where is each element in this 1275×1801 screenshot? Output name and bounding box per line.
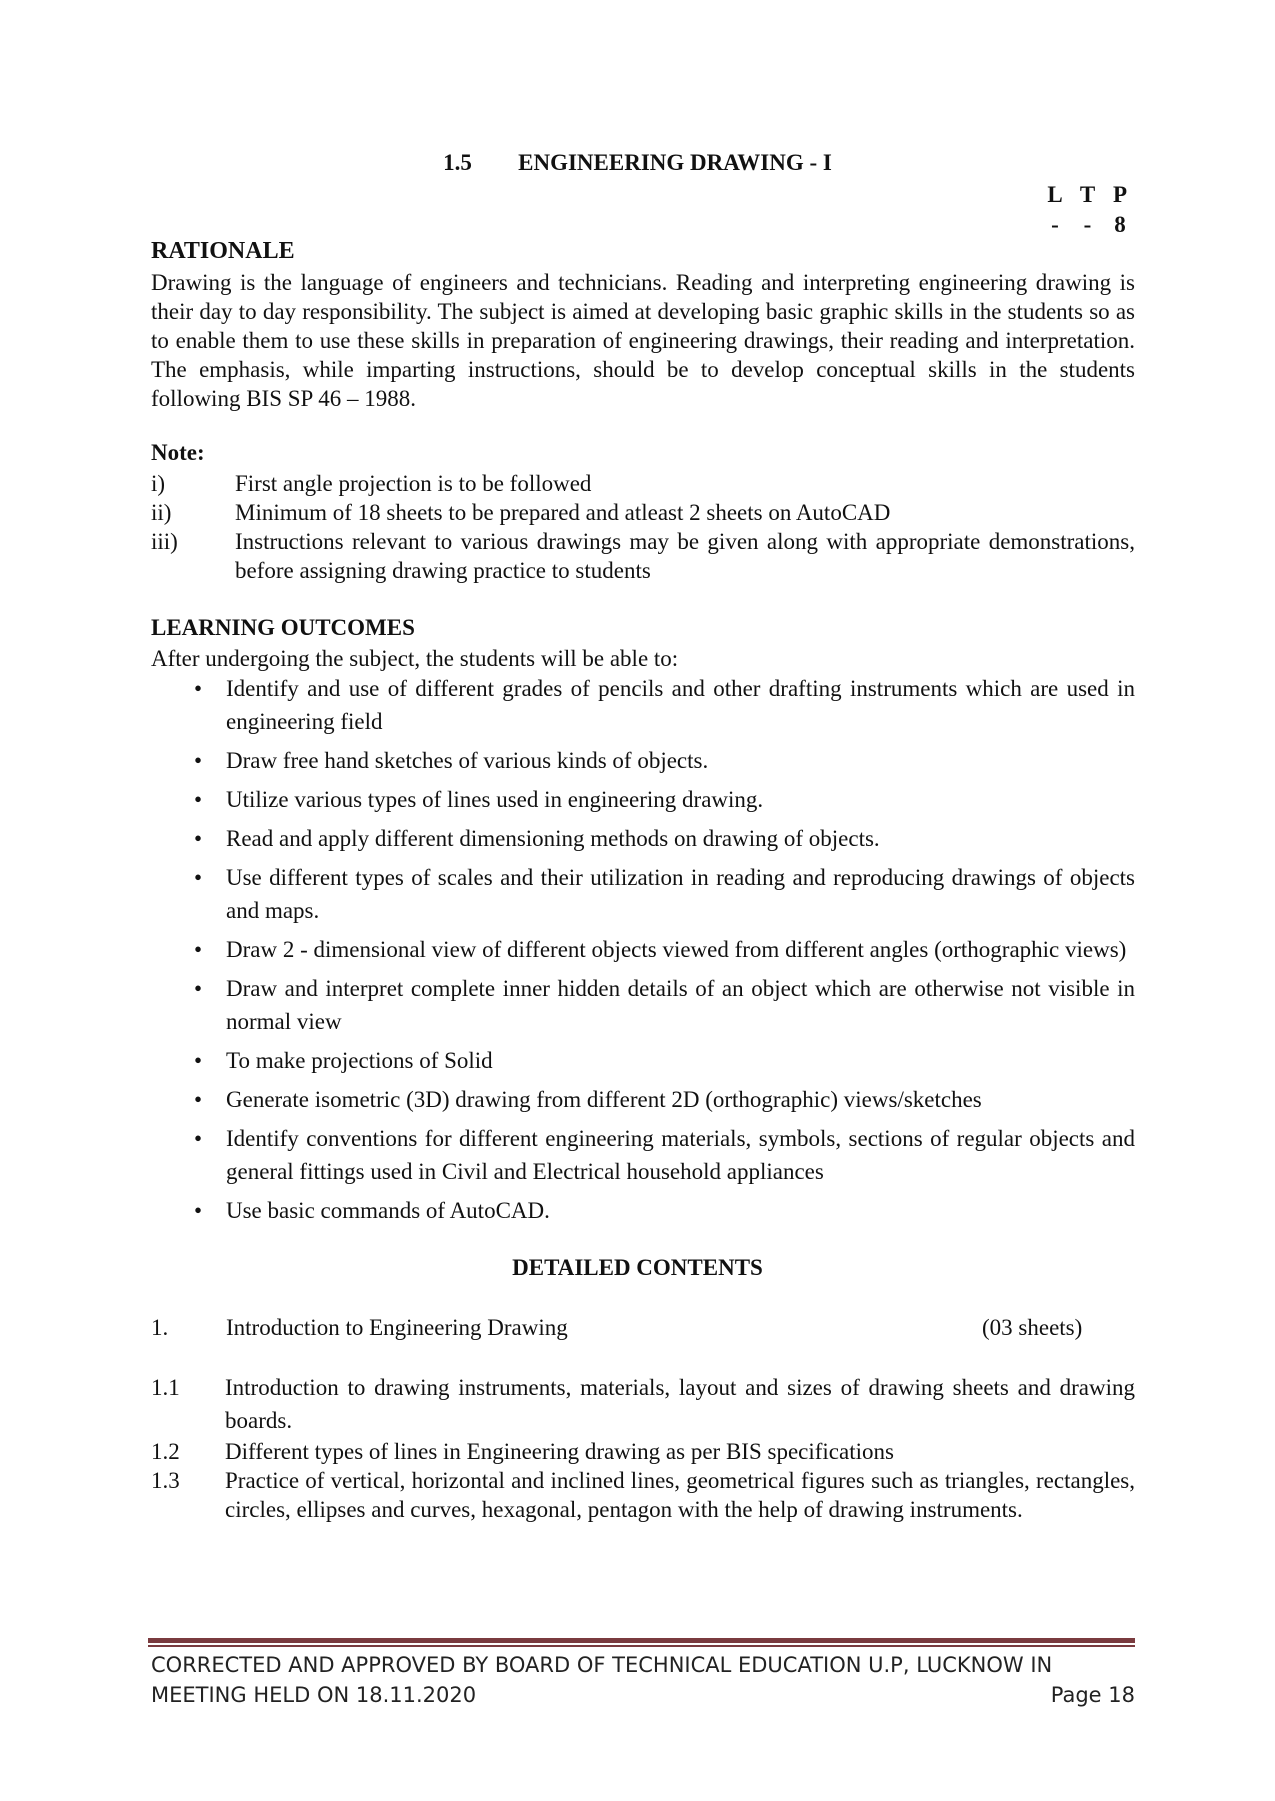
list-item-text: Identify and use of different grades of pencils and other drafting instruments which are used in engineering field (226, 676, 1135, 734)
note-heading: Note: (151, 440, 205, 465)
bullet-icon: • (194, 865, 203, 890)
bullet-icon: • (194, 937, 203, 962)
note-item-number: iii) (151, 529, 178, 554)
list-item (151, 861, 1135, 927)
list-item-text: Read and apply different dimensioning methods on drawing of objects. (226, 826, 880, 851)
list-item-text: Utilize various types of lines used in engineering drawing. (226, 787, 764, 812)
page-number: Page 18 (1050, 1683, 1135, 1707)
list-item-text: Draw 2 - dimensional view of different objects viewed from different angles (orthographic views) (226, 937, 1127, 962)
note-item-text: Instructions relevant to various drawings may be given along with appropriate demonstrations, before assigning drawing practice to students (235, 529, 1135, 583)
subsection-number: 1.3 (151, 1468, 180, 1493)
list-item (151, 1194, 1135, 1227)
subsection-text: Introduction to drawing instruments, materials, layout and sizes of drawing sheets and drawing boards. (225, 1375, 1135, 1433)
learning-outcomes-intro: After undergoing the subject, the students will be able to: (151, 646, 679, 671)
note-item-text: Minimum of 18 sheets to be prepared and atleast 2 sheets on AutoCAD (235, 500, 891, 525)
list-item (151, 1044, 1135, 1077)
ltp-values (1040, 210, 1135, 240)
subsection-item (151, 1437, 1135, 1466)
learning-outcomes-list (151, 672, 1135, 1233)
ltp-labels (1040, 180, 1135, 210)
ltp-label-t: T (1079, 182, 1096, 207)
footer-divider (148, 1638, 1135, 1647)
list-item (151, 672, 1135, 738)
note-item-number: ii) (151, 500, 172, 525)
note-item-number: i) (151, 471, 166, 496)
footer-line-2-row (151, 1680, 1135, 1710)
list-item-text: Draw free hand sketches of various kinds of objects. (226, 748, 709, 773)
subsection-number: 1.2 (151, 1439, 180, 1464)
rationale-heading: RATIONALE (151, 238, 295, 264)
list-item-text: Use different types of scales and their utilization in reading and reproducing drawings of objects and maps. (226, 865, 1135, 923)
section-number: 1.5 (443, 150, 472, 175)
subsection-item (151, 1466, 1135, 1524)
subsection-item (151, 1371, 1135, 1437)
bullet-icon: • (194, 1198, 203, 1223)
note-item (151, 469, 1135, 498)
footer-line-2: MEETING HELD ON 18.11.2020 (151, 1683, 477, 1707)
note-item (151, 527, 1135, 585)
list-item (151, 933, 1135, 966)
list-item (151, 744, 1135, 777)
bullet-icon: • (194, 1048, 203, 1073)
rationale-text: Drawing is the language of engineers and technicians. Reading and interpreting engineering drawing is their day to day responsibility. The subject is aimed at developing basic graphic skills in the students so as to enable them to use these skills in preparation of engineering drawings, their reading and interpretation. The emphasis, while imparting instructions, should be to develop conceptual skills in the students following BIS SP 46 – 1988. (151, 270, 1135, 411)
subsection-text: Different types of lines in Engineering drawing as per BIS specifications (225, 1439, 894, 1464)
bullet-icon: • (194, 1087, 203, 1112)
bullet-icon: • (194, 826, 203, 851)
ltp-value-t: - (1083, 212, 1092, 237)
ltp-label-p: P (1112, 182, 1128, 207)
subsection-number: 1.1 (151, 1375, 180, 1400)
bullet-icon: • (194, 676, 203, 701)
course-title-text: ENGINEERING DRAWING - I (518, 150, 832, 175)
ltp-value-p: 8 (1114, 212, 1126, 237)
bullet-icon: • (194, 787, 203, 812)
bullet-icon: • (194, 1126, 203, 1151)
list-item (151, 1122, 1135, 1188)
ltp-value-l: - (1051, 212, 1059, 237)
section-sheets: (03 sheets) (982, 1315, 1083, 1340)
detailed-contents-heading: DETAILED CONTENTS (512, 1255, 763, 1280)
learning-outcomes-heading: LEARNING OUTCOMES (151, 615, 415, 640)
list-item-text: Generate isometric (3D) drawing from different 2D (orthographic) views/sketches (226, 1087, 982, 1112)
list-item-text: Draw and interpret complete inner hidden details of an object which are otherwise not visible in normal view (226, 976, 1135, 1034)
bullet-icon: • (194, 748, 203, 773)
section-heading-number: 1. (151, 1315, 169, 1340)
page-footer (151, 1650, 1135, 1710)
list-item (151, 1083, 1135, 1116)
bullet-icon: • (194, 976, 203, 1001)
subsection-text: Practice of vertical, horizontal and inclined lines, geometrical figures such as triangles, rectangles, circles, ellipses and curves, hexagonal, pentagon with the help of drawing instruments. (225, 1468, 1135, 1522)
note-item (151, 498, 1135, 527)
list-item (151, 783, 1135, 816)
footer-line-1: CORRECTED AND APPROVED BY BOARD OF TECHNICAL EDUCATION U.P, LUCKNOW IN (151, 1653, 1053, 1677)
course-title (0, 150, 1275, 176)
list-item (151, 972, 1135, 1038)
list-item (151, 822, 1135, 855)
note-item-text: First angle projection is to be followed (235, 471, 592, 496)
list-item-text: Use basic commands of AutoCAD. (226, 1198, 550, 1223)
list-item-text: To make projections of Solid (226, 1048, 493, 1073)
ltp-label-l: L (1047, 182, 1063, 207)
section-heading-title: Introduction to Engineering Drawing (226, 1315, 568, 1340)
ltp-table (1040, 180, 1135, 240)
list-item-text: Identify conventions for different engineering materials, symbols, sections of regular objects and general fittings used in Civil and Electrical household appliances (226, 1126, 1135, 1184)
